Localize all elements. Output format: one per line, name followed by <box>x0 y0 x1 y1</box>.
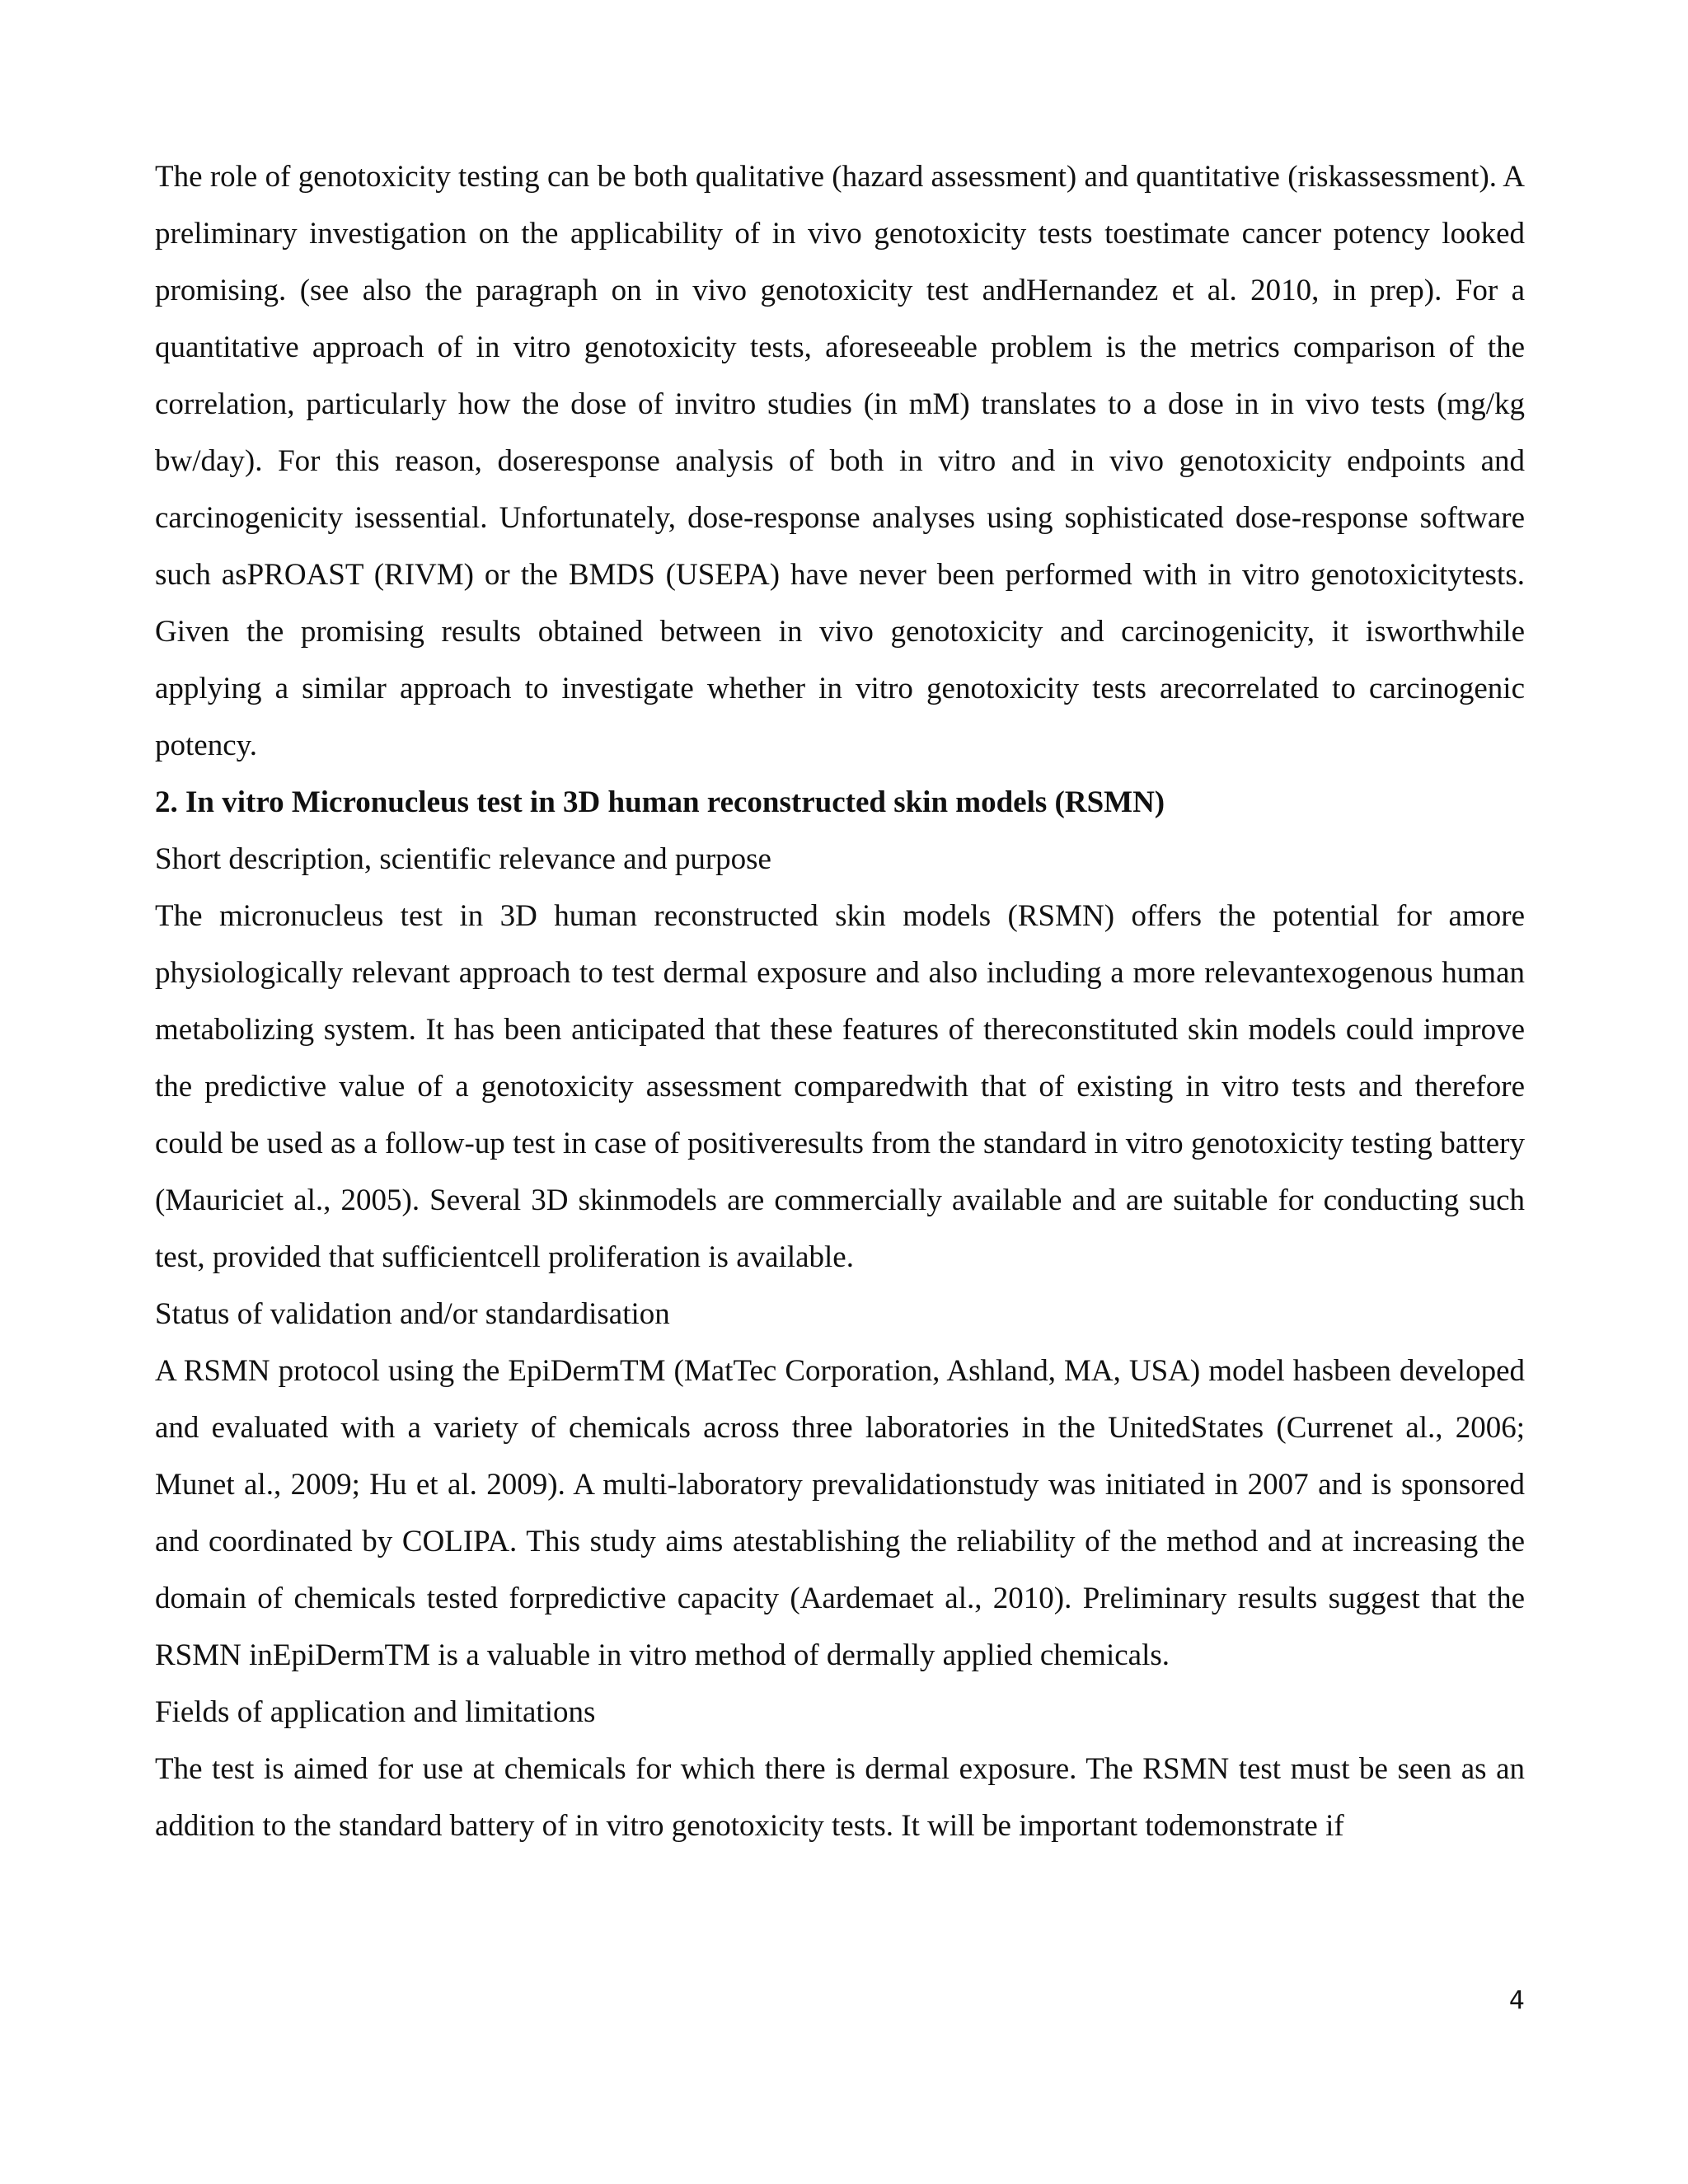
page-body <box>155 148 1525 1854</box>
paragraph-rsmn-description: The micronucleus test in 3D human reconstructed skin models (RSMN) offers the potential for amore physiologically relevant approach to test dermal exposure and also including a more relevantexogenous human metabolizing system. It has been anticipated that these features of thereconstituted skin models could improve the predictive value of a genotoxicity assessment comparedwith that of existing in vitro tests and therefore could be used as a follow-up test in case of positiveresults from the standard in vitro genotoxicity testing battery (Mauriciet al., 2005). Several 3D skinmodels are commercially available and are suitable for conducting such test, provided that sufficientcell proliferation is available. <box>155 899 1525 1274</box>
page-number: 4 <box>1508 1986 1525 2015</box>
paragraph-application: The test is aimed for use at chemicals for which there is dermal exposure. The RSMN test must be seen as an addition to the standard battery of in vitro genotoxicity tests. It will be important todemonstrate if <box>155 1752 1525 1843</box>
paragraph-genotoxicity-role: The role of genotoxicity testing can be both qualitative (hazard assessment) and quantitative (riskassessment). A preliminary investigation on the applicability of in vivo genotoxicity tests toestimate cancer potency looked promising. (see also the paragraph on in vivo genotoxicity test andHernandez et al. 2010, in prep). For a quantitative approach of in vitro genotoxicity tests, aforeseeable problem is the metrics comparison of the correlation, particularly how the dose of invitro studies (in mM) translates to a dose in in vivo tests (mg/kg bw/day). For this reason, doseresponse analysis of both in vitro and in vivo genotoxicity endpoints and carcinogenicity isessential. Unfortunately, dose-response analyses using sophisticated dose-response software such asPROAST (RIVM) or the BMDS (USEPA) have never been performed with in vitro genotoxicitytests. Given the promising results obtained between in vivo genotoxicity and carcinogenicity, it isworthwhile applying a similar approach to investigate whether in vitro genotoxicity tests arecorrelated to carcinogenic potency. <box>155 160 1525 762</box>
subheading-description: Short description, scientific relevance and purpose <box>155 842 771 876</box>
subheading-application: Fields of application and limitations <box>155 1695 596 1729</box>
section-heading: 2. In vitro Micronucleus test in 3D human reconstructed skin models (RSMN) <box>155 785 1165 819</box>
subheading-validation: Status of validation and/or standardisation <box>155 1297 670 1331</box>
paragraph-validation-status: A RSMN protocol using the EpiDermTM (MatTec Corporation, Ashland, MA, USA) model hasbeen developed and evaluated with a variety of chemicals across three laboratories in the UnitedStates (Currenet al., 2006; Munet al., 2009; Hu et al. 2009). A multi-laboratory prevalidationstudy was initiated in 2007 and is sponsored and coordinated by COLIPA. This study aims atestablishing the reliability of the method and at increasing the domain of chemicals tested forpredictive capacity (Aardemaet al., 2010). Preliminary results suggest that the RSMN inEpiDermTM is a valuable in vitro method of dermally applied chemicals. <box>155 1354 1525 1672</box>
